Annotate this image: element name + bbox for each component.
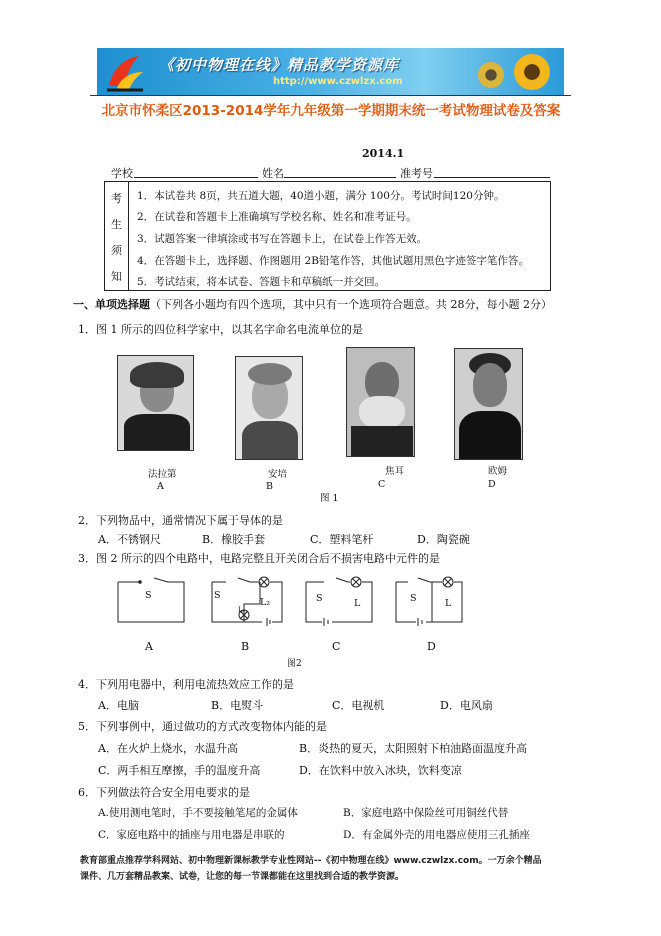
figure-1-caption: 图 1 [320, 493, 339, 504]
notice-side-char: 知 [111, 270, 122, 283]
notice-side-char: 考 [111, 192, 122, 205]
sunflower-icon [478, 62, 504, 88]
option-letter-b: B [266, 481, 273, 492]
section-label: 一、单项选择题 [73, 298, 150, 311]
option-letter-a: A [157, 481, 164, 492]
question-1: 1．图 1 所示的四位科学家中，以其名字命名电流单位的是 [78, 323, 363, 336]
q5-option-b[interactable]: B．炎热的夏天，太阳照射下柏油路面温度升高 [299, 742, 528, 755]
circuit-letter-c: C [332, 640, 341, 653]
scientist-name-a: 法拉第 [148, 469, 177, 480]
banner-url[interactable]: http://www.czwlzx.com [273, 76, 403, 87]
school-field[interactable] [134, 177, 258, 178]
portrait-ohm [454, 348, 523, 460]
question-3: 3．图 2 所示的四个电路中，电路完整且开关闭合后不损害电路中元件的是 [78, 552, 440, 565]
figure-2-circuits [110, 574, 470, 634]
option-letter-d: D [488, 479, 496, 490]
notice-item: 5．考试结束，将本试卷、答题卡和草稿纸一并交回。 [137, 276, 386, 288]
circuit-d-switch-label: S [410, 593, 417, 604]
q6-option-c[interactable]: C．家庭电路中的插座与用电器是串联的 [98, 829, 285, 841]
banner-title: 《初中物理在线》精品教学资源库 [159, 56, 400, 74]
q2-option-d[interactable]: D．陶瓷碗 [417, 533, 470, 546]
notice-side-char: 生 [111, 218, 122, 231]
name-field[interactable] [284, 177, 396, 178]
q6-option-d[interactable]: D．有金属外壳的用电器应使用三孔插座 [343, 829, 530, 841]
circuit-b-switch-label: S [214, 590, 221, 601]
q4-option-a[interactable]: A．电脑 [98, 699, 139, 712]
q6-option-b[interactable]: B．家庭电路中保险丝可用铜丝代替 [343, 807, 509, 819]
section-heading [73, 296, 552, 312]
sunflower-icon [514, 54, 550, 90]
q4-option-d[interactable]: D．电风扇 [440, 699, 493, 712]
option-letter-c: C [378, 479, 386, 490]
exam-notice-box [104, 181, 551, 291]
q4-option-c[interactable]: C．电视机 [332, 699, 385, 712]
q2-option-a[interactable]: A．不锈钢尺 [98, 533, 161, 546]
notice-side-char: 须 [111, 244, 122, 257]
site-logo-icon [103, 52, 147, 92]
q5-option-c[interactable]: C．两手相互摩擦，手的温度升高 [98, 764, 261, 777]
circuit-letter-a: A [145, 640, 153, 653]
notice-item: 4．在答题卡上，选择题、作图题用 2B铅笔作答，其他试题用黑色字迹签字笔作答。 [137, 255, 529, 267]
footer-line: 课件、几万套精品教案、试卷，让您的每一节课都能在这里找到合适的教学资源。 [80, 872, 405, 882]
page-footer [80, 853, 583, 885]
question-6: 6．下列做法符合安全用电要求的是 [78, 786, 250, 799]
scientist-name-d: 欧姆 [488, 466, 508, 477]
circuit-letter-d: D [427, 640, 436, 653]
circuit-letter-b: B [241, 640, 250, 653]
figure-2-caption: 图2 [287, 659, 302, 669]
portrait-ampere [235, 356, 303, 460]
circuit-c-lamp-label: L [354, 598, 361, 609]
scientist-name-c: 焦耳 [385, 466, 405, 477]
q5-option-a[interactable]: A．在火炉上烧水，水温升高 [98, 742, 238, 755]
question-4: 4．下列用电器中，利用电流热效应工作的是 [78, 678, 294, 691]
portrait-joule [346, 347, 415, 457]
footer-line: 教育部重点推荐学科网站、初中物理新课标教学专业性网站--《初中物理在线》www.czwlzx.com。一万余个精品 [80, 856, 542, 866]
section-description: （下列各小题均有四个选项，其中只有一个选项符合题意。共 28分，每小题 2分） [150, 298, 552, 311]
document-title: 北京市怀柔区2013-2014学年九年级第一学期期末统一考试物理试卷及答案 [101, 103, 561, 119]
exam-date: 2014.1 [362, 147, 405, 160]
question-2: 2．下列物品中，通常情况下属于导体的是 [78, 514, 283, 527]
circuit-d-lamp-label: L [445, 598, 452, 609]
scientist-name-b: 安培 [268, 469, 288, 480]
q4-option-b[interactable]: B．电熨斗 [211, 699, 264, 712]
name-label: 姓名 [262, 167, 284, 180]
notice-item: 2．在试卷和答题卡上准确填写学校名称、姓名和准考证号。 [137, 211, 417, 223]
notice-item: 3．试题答案一律填涂或书写在答题卡上，在试卷上作答无效。 [137, 233, 428, 245]
header-divider [90, 95, 571, 96]
notice-item: 1．本试卷共 8页，共五道大题，40道小题，满分 100分。考试时间120分钟。 [137, 190, 505, 202]
portrait-faraday [117, 355, 194, 451]
school-label: 学校 [111, 167, 133, 180]
notice-side-label [105, 182, 129, 290]
exam-number-field[interactable] [434, 177, 550, 178]
circuit-c-switch-label: S [316, 593, 323, 604]
q6-option-a[interactable]: A.使用测电笔时，手不要接触笔尾的金属体 [98, 807, 298, 819]
q2-option-b[interactable]: B．橡胶手套 [202, 533, 266, 546]
header-banner [97, 48, 564, 95]
question-5: 5．下列事例中，通过做功的方式改变物体内能的是 [78, 720, 327, 733]
circuit-a-switch-label: S [145, 590, 152, 601]
q5-option-d[interactable]: D．在饮料中放入冰块，饮料变凉 [299, 764, 462, 777]
circuit-b-l1-label: L₁ [238, 606, 246, 614]
exam-number-label: 准考号 [400, 167, 433, 180]
circuit-b-l2-label: L₂ [260, 597, 271, 608]
q2-option-c[interactable]: C．塑料笔杆 [310, 533, 374, 546]
